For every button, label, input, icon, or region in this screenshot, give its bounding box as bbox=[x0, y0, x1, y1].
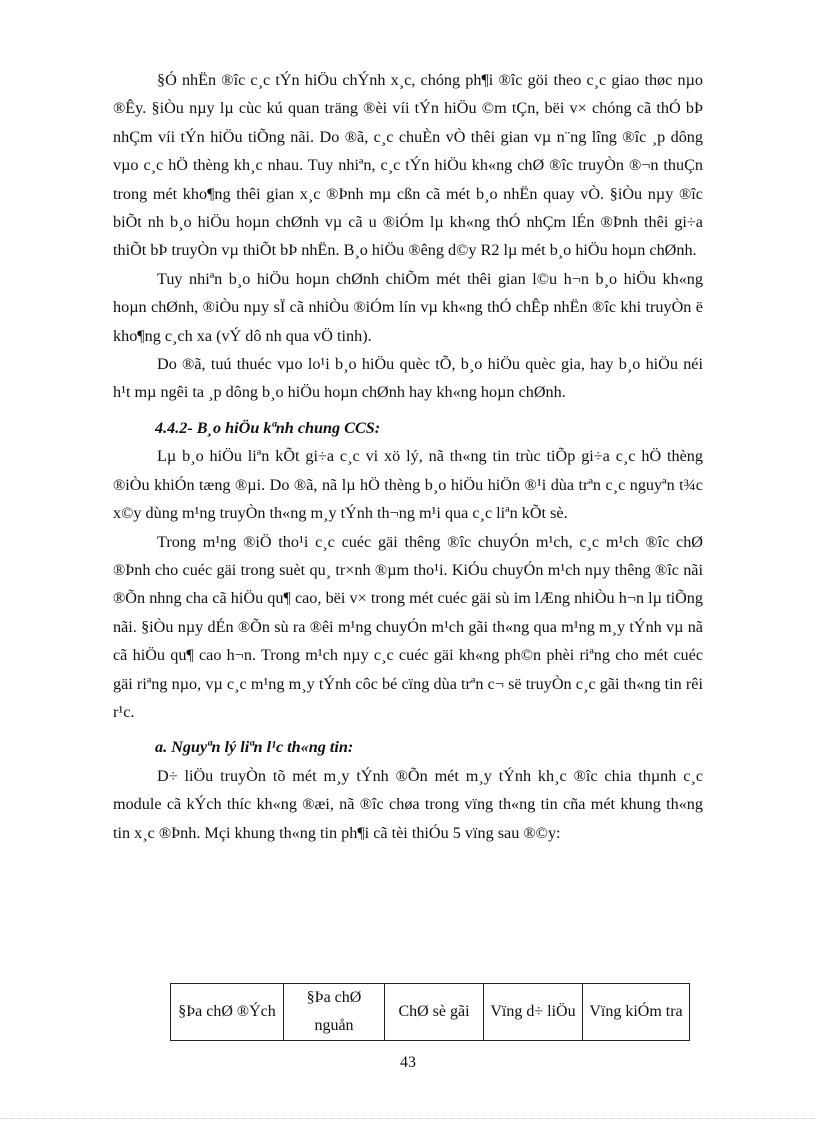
table-cell: §Þa chØ ®Ých bbox=[171, 984, 284, 1041]
paragraph-1: §Ó nhËn ®îc c¸c tÝn hiÖu chÝnh x¸c, chóng ph¶i ®îc göi theo c¸c giao thøc nµo ®Êy. §iÒu nµy lµ cùc kú quan träng ®èi víi tÝn hiÖu ©m tÇn, bëi v× chóng cã thÓ bÞ nhÇm víi tÝn hiÖu tiÕng nãi. Do ®ã, c¸c chuÈn vÒ thêi gian vµ n¨ng lîng ®îc ¸p dông vµo c¸c hÖ thèng kh¸c nhau. Tuy nhiªn, c¸c tÝn hiÖu kh«ng chØ ®îc truyÒn ®¬n thuÇn trong mét kho¶ng thêi gian x¸c ®Þnh mµ cßn cã mét b¸o nhËn quay vÒ. §iÒu nµy ®îc biÕt nh b¸o hiÖu hoµn chØnh vµ cã u ®iÓm lµ kh«ng thÓ nhÇm lÉn ®Þnh thêi gi÷a thiÕt bÞ truyÒn vµ thiÕt bÞ nhËn. B¸o hiÖu ®êng d©y R2 lµ mét b¸o hiÖu hoµn chØnh. bbox=[113, 71, 703, 260]
page-number: 43 bbox=[400, 1054, 416, 1071]
paragraph-4: Lµ b¸o hiÖu liªn kÕt gi÷a c¸c vi xö lý, nã th«ng tin trùc tiÕp gi÷a c¸c hÖ thèng ®iÒu khiÓn tæng ®µi. Do ®ã, nã lµ hÖ thèng b¸o hiÖu hiÖn ®¹i dùa trªn c¸c nguyªn t¾c x©y dùng m¹ng truyÒn th«ng m¸y tÝnh th¬ng m¹i qua c¸c liªn kÕt sè. bbox=[113, 447, 703, 523]
paragraph-5: Trong m¹ng ®iÖ tho¹i c¸c cuéc gäi thêng ®îc chuyÓn m¹ch, c¸c m¹ch ®îc chØ ®Þnh cho cuéc gäi trong suèt qu¸ tr×nh ®µm tho¹i. KiÓu chuyÓn m¹ch nµy thêng ®îc nãi ®Õn nhng cha cã hiÖu qu¶ cao, bëi v× trong mét cuéc gäi sù im lÆng nhiÒu h¬n lµ tiÕng nãi. §iÒu nµy dÉn ®Õn sù ra ®êi m¹ng chuyÓn m¹ch gãi th«ng qua m¹ng m¸y tÝnh vµ nã cã hiÖu qu¶ cao h¬n. Trong m¹ch nµy c¸c cuéc gäi kh«ng ph©n phèi riªng cho mét cuéc gäi riªng nµo, vµ c¸c m¹ng m¸y tÝnh côc bé cïng dùa trªn c¬ së truyÒn c¸c gãi th«ng tin rêi r¹c. bbox=[113, 532, 703, 721]
page-bottom-divider bbox=[0, 1118, 816, 1119]
table-cell: §Þa chØ nguån bbox=[284, 984, 385, 1041]
paragraph-6: D÷ liÖu truyÒn tõ mét m¸y tÝnh ®Õn mét m¸y tÝnh kh¸c ®îc chia thµnh c¸c module cã kÝch thíc kh«ng ®æi, nã ®îc chøa trong vïng th«ng tin cña mét khung th«ng tin x¸c ®Þnh. Mçi khung th«ng tin ph¶i cã tèi thiÓu 5 vïng sau ®©y: bbox=[113, 766, 703, 842]
subsection-heading-principle: a. Nguyªn lý liªn l¹c th«ng tin: bbox=[155, 738, 354, 757]
paragraph-3: Do ®ã, tuú thuéc vµo lo¹i b¸o hiÖu quèc tÕ, b¸o hiÖu quèc gia, hay b¸o hiÖu néi h¹t mµ ngêi ta ¸p dông b¸o hiÖu hoµn chØnh hay kh«ng hoµn chØnh. bbox=[113, 355, 703, 402]
table-cell: Vïng d÷ liÖu bbox=[484, 984, 583, 1041]
frame-fields-table bbox=[170, 983, 690, 1041]
table-cell: ChØ sè gãi bbox=[385, 984, 484, 1041]
paragraph-2: Tuy nhiªn b¸o hiÖu hoµn chØnh chiÕm mét thêi gian l©u h¬n b¸o hiÖu kh«ng hoµn chØnh, ®iÒu nµy sÏ cã nhiÒu ®iÓm lín vµ kh«ng thÓ chÊp nhËn ®îc khi truyÒn ë kho¶ng c¸ch xa (vÝ dô nh qua vÖ tinh). bbox=[113, 269, 703, 345]
document-body bbox=[113, 66, 703, 847]
table-row bbox=[171, 984, 690, 1041]
table-cell: Vïng kiÓm tra bbox=[583, 984, 690, 1041]
section-heading-ccs: 4.4.2- B¸o hiÖu kªnh chung CCS: bbox=[155, 418, 381, 437]
